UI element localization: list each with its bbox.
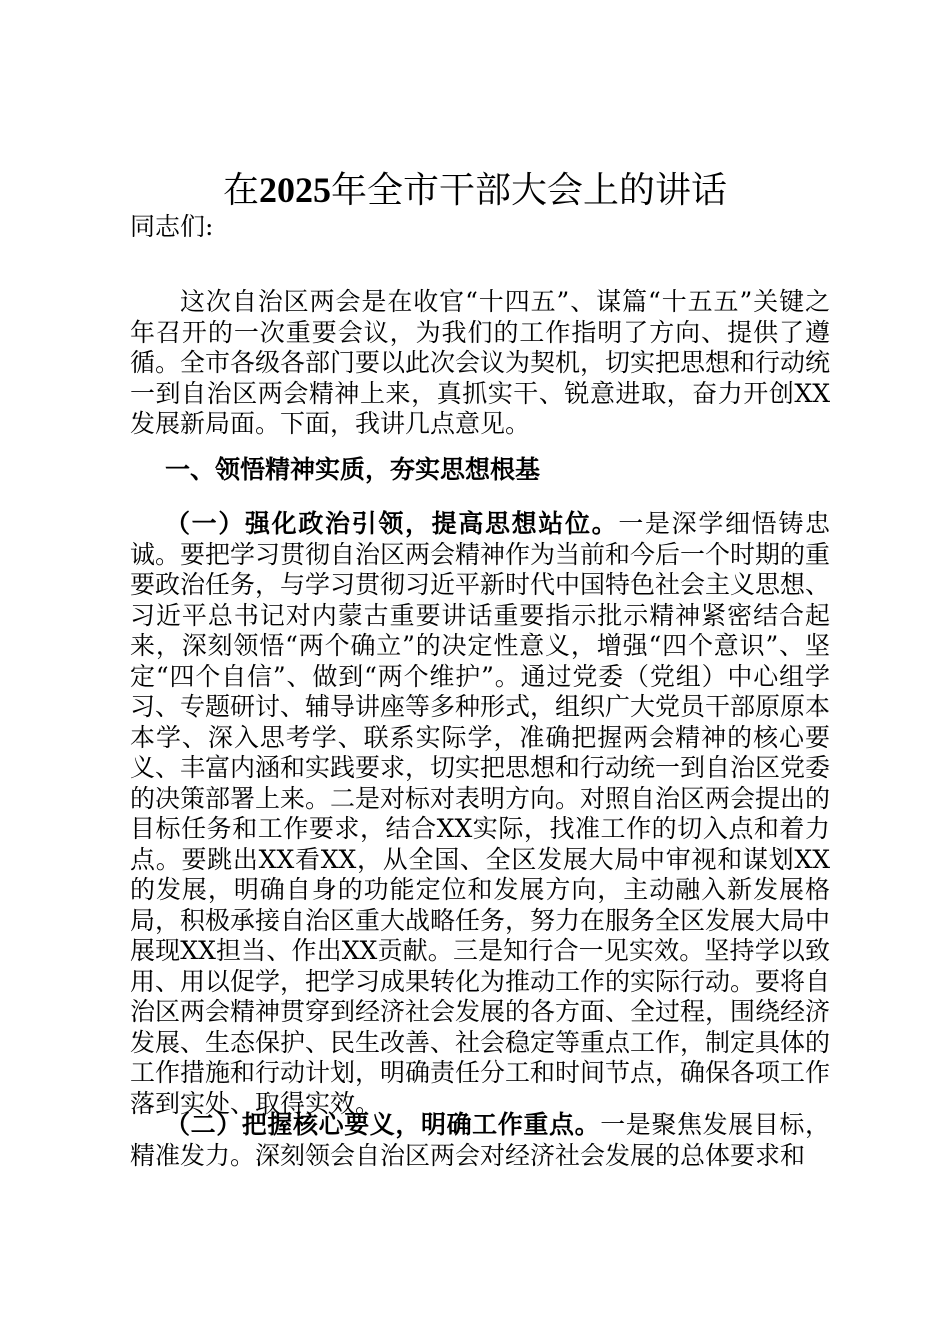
subsection-paragraph-1 bbox=[130, 509, 830, 1119]
document-title bbox=[0, 168, 950, 213]
title-prefix: 在 bbox=[222, 170, 259, 211]
subsection-lead-1: （一）强化政治引领，提高思想站位。 bbox=[165, 509, 619, 538]
subsection-body-1: 一是深学细悟铸忠诚。要把学习贯彻自治区两会精神作为当前和今后一个时期的重要政治任务，与学习贯彻习近平新时代中国特色社会主义思想、习近平总书记对内蒙古重要讲话重要指示批示精神紧密结合起来，深刻领悟“两个确立”的决定性意义，增强“四个意识”、坚定“四个自信”、做到“两个维护”。通过党委（党组）中心组学习、专题研讨、辅导讲座等多种形式，组织广大党员干部原原本本学、深入思考学、联系实际学，准确把握两会精神的核心要义、丰富内涵和实践要求，切实把思想和行动统一到自治区党委的决策部署上来。二是对标对表明方向。对照自治区两会提出的目标任务和工作要求，结合XX实际，找准工作的切入点和着力点。要跳出XX看XX，从全国、全区发展大局中审视和谋划XX的发展，明确自身的功能定位和发展方向，主动融入新发展格局，积极承接自治区重大战略任务，努力在服务全区发展大局中展现XX担当、作出XX贡献。三是知行合一见实效。坚持学以致用、用以促学，把学习成果转化为推动工作的实际行动。要将自治区两会精神贯穿到经济社会发展的各方面、全过程，围绕经济发展、生态保护、民生改善、社会稳定等重点工作，制定具体的工作措施和行动计划，明确责任分工和时间节点，确保各项工作落到实处、取得实效。 bbox=[130, 509, 831, 1118]
subsection-paragraph-2 bbox=[130, 1110, 830, 1171]
subsection-body-2: 一是聚焦发展目标，精准发力。深刻领会自治区两会对经济社会发展的总体要求和 bbox=[130, 1110, 830, 1170]
section-heading-1: 一、领悟精神实质，夯实思想根基 bbox=[165, 455, 541, 484]
title-year: 2025 bbox=[259, 170, 331, 210]
intro-paragraph: 这次自治区两会是在收官“十四五”、谋篇“十五五”关键之年召开的一次重要会议，为我们的工作指明了方向、提供了遵循。全市各级各部门要以此次会议为契机，切实把思想和行动统一到自治区两会精神上来，真抓实干、锐意进取，奋力开创XX发展新局面。下面，我讲几点意见。 bbox=[130, 287, 831, 438]
salutation: 同志们: bbox=[130, 212, 214, 241]
subsection-lead-2: （二）把握核心要义，明确工作重点。 bbox=[165, 1110, 601, 1139]
title-suffix: 年全市干部大会上的讲话 bbox=[331, 170, 728, 211]
